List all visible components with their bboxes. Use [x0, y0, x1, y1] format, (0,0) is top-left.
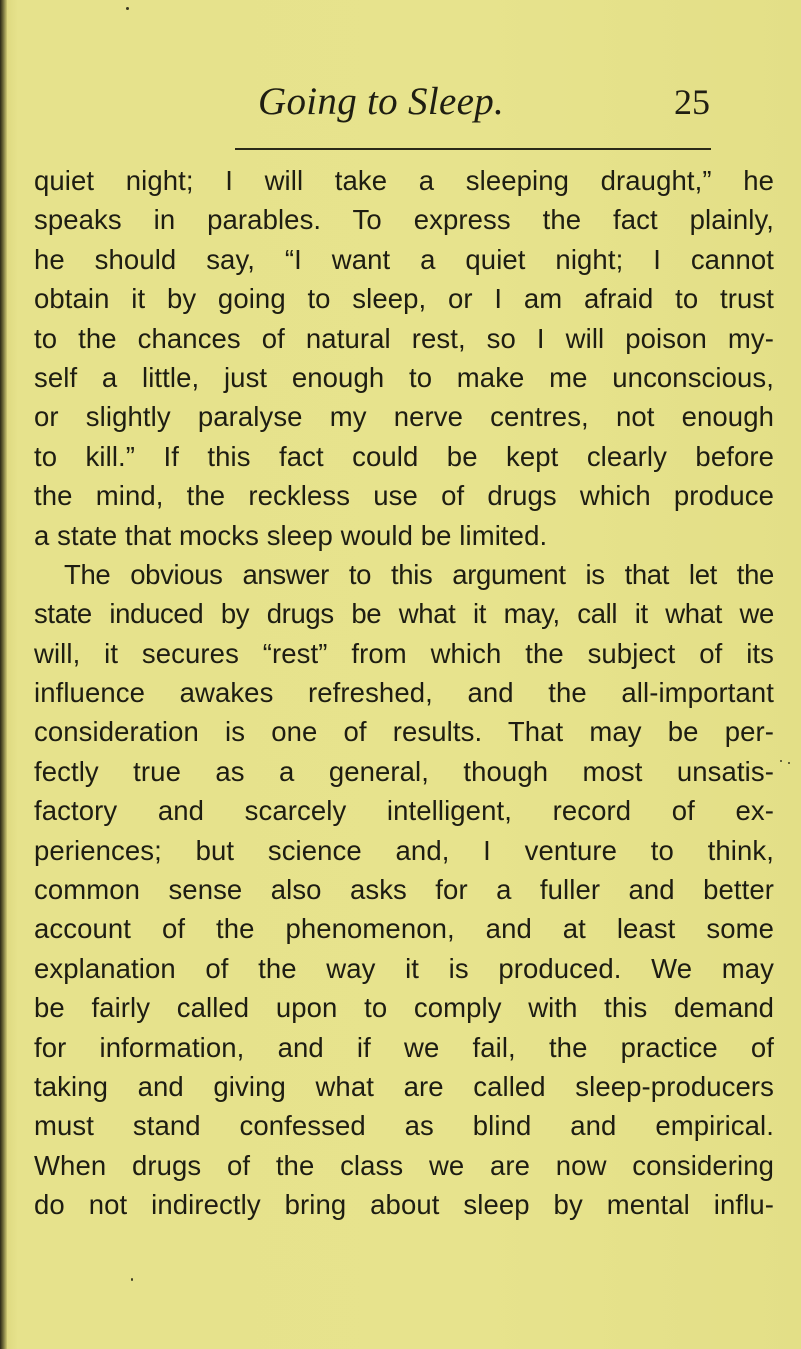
text-line: quiet night; I will take a sleeping draught,” he	[34, 165, 774, 196]
text-line: the mind, the reckless use of drugs which produce	[34, 480, 774, 512]
text-line: When drugs of the class we are now considering	[34, 1149, 774, 1181]
text-line: be fairly called upon to comply with this demand	[34, 992, 774, 1024]
text-line: account of the phenomenon, and at least some	[34, 913, 774, 945]
paper-speck	[131, 1278, 133, 1281]
page-number: 25	[674, 82, 710, 122]
running-title: Going to Sleep.	[258, 80, 505, 123]
text-line: or slightly paralyse my nerve centres, not enough	[34, 401, 774, 433]
text-line: he should say, “I want a quiet night; I cannot	[34, 243, 774, 275]
text-line: state induced by drugs be what it may, call it what we	[34, 598, 774, 630]
text-line: fectly true as a general, though most unsatis-	[34, 755, 774, 787]
body-text	[34, 161, 774, 1225]
text-line: do not indirectly bring about sleep by mental influ-	[34, 1189, 774, 1221]
text-line: a state that mocks sleep would be limited.	[34, 519, 548, 551]
text-line: The obvious answer to this argument is that let the	[64, 558, 774, 590]
text-line: influence awakes refreshed, and the all-important	[34, 677, 774, 709]
paper-speck	[788, 762, 790, 764]
text-line: self a little, just enough to make me unconscious,	[34, 361, 774, 393]
text-line: consideration is one of results. That may be per-	[34, 716, 774, 748]
text-line: must stand confessed as blind and empirical.	[34, 1110, 774, 1142]
text-line: will, it secures “rest” from which the subject of its	[34, 637, 774, 669]
text-line: common sense also asks for a fuller and better	[34, 874, 774, 906]
text-line: speaks in parables. To express the fact plainly,	[34, 204, 774, 236]
text-line: taking and giving what are called sleep-producers	[34, 1070, 774, 1102]
paper-speck	[126, 7, 129, 10]
text-line: factory and scarcely intelligent, record of ex-	[34, 795, 774, 827]
text-line: to the chances of natural rest, so I will poison my-	[34, 322, 774, 354]
page-binding-edge	[0, 0, 7, 1349]
page-header	[0, 78, 801, 138]
text-line: to kill.” If this fact could be kept clearly before	[34, 440, 774, 472]
text-line: for information, and if we fail, the practice of	[34, 1031, 774, 1063]
header-rule	[235, 148, 711, 150]
text-line: periences; but science and, I venture to think,	[34, 834, 774, 866]
paper-speck	[780, 760, 782, 762]
text-line: obtain it by going to sleep, or I am afraid to trust	[34, 283, 774, 315]
text-line: explanation of the way it is produced. We may	[34, 952, 774, 984]
